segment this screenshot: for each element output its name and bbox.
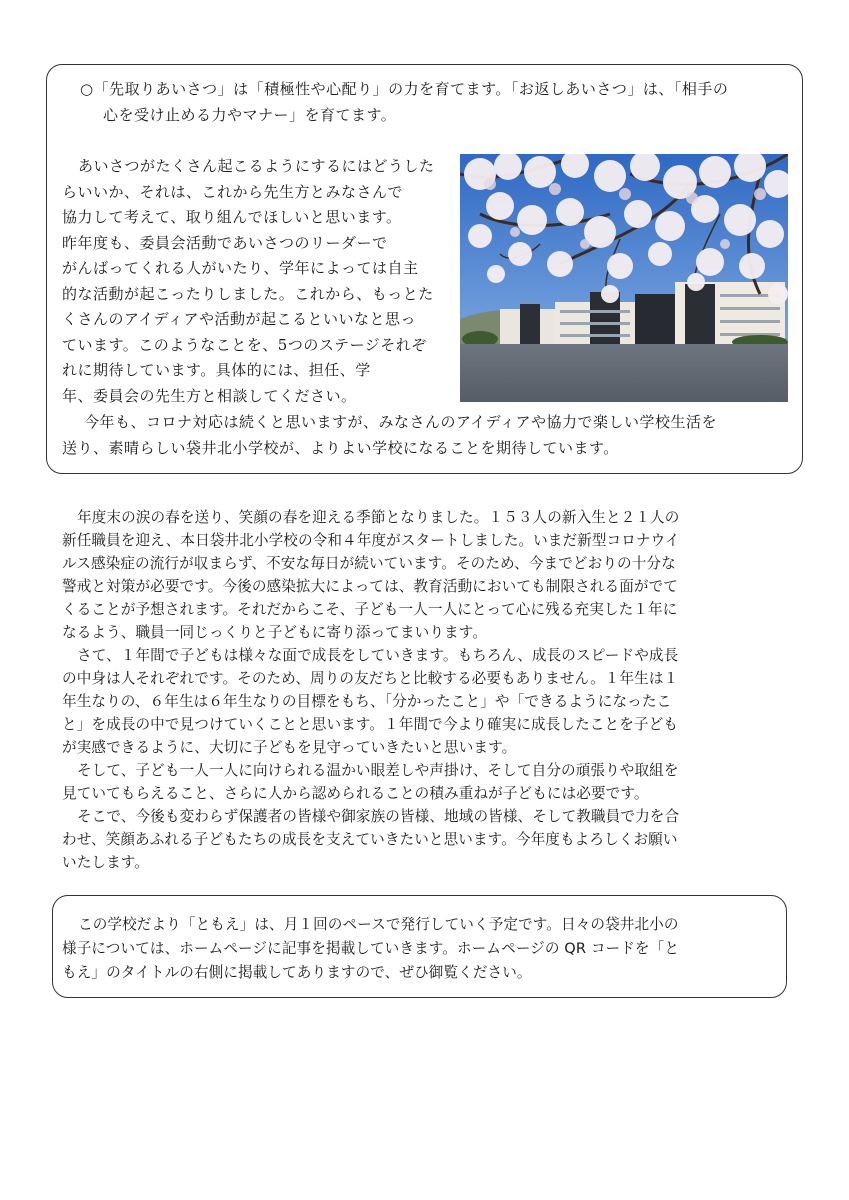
main-paragraph-line: 見ていてもらえること、さらに人から認められることの積み重ねが子どもには必要です。 (62, 785, 649, 802)
main-paragraph-line: 年度末の涙の春を送り、笑顔の春を迎える季節となりました。１５３人の新入生と２１人の (77, 509, 680, 526)
box1-body-line: ています。このようなことを、5つのステージそれぞ (62, 336, 427, 354)
main-paragraph-line: わせ、笑顔あふれる子どもたちの成長を支えていきたいと思います。今年度もよろしくお願い (62, 831, 678, 848)
main-paragraph-line: 新任職員を迎え、本日袋井北小学校の令和４年度がスタートしました。いまだ新型コロナウイ (62, 532, 680, 549)
main-paragraph-line: くることが予想されます。それだからこそ、子ども一人一人にとって心に残る充実した１年に (62, 601, 678, 618)
main-paragraph-line: そして、子ども一人一人に向けられる温かい眼差しや声掛け、そして自分の頑張りや取組を (77, 762, 679, 779)
box1-body-line: 年、委員会の先生方と相談してください。 (62, 387, 357, 405)
box1-body-line: らいいか、それは、これから先生方とみなさんで (62, 183, 404, 201)
box1-body-line: 協力して考えて、取り組んでほしいと思います。 (62, 208, 402, 226)
main-paragraph-line: いたします。 (62, 854, 149, 871)
main-paragraph-line: が実感できるように、大切に子どもを見守っていきたいと思います。 (62, 739, 517, 756)
main-paragraph-line: ルス感染症の流行が収まらず、不安な毎日が続いています。そのため、今までどおりの十分な (62, 555, 676, 572)
box1-body-line: あいさつがたくさん起こるようにするにはどうした (78, 157, 435, 175)
box1-body-line: 昨年度も、委員会活動であいさつのリーダーで (62, 234, 388, 252)
main-paragraph-line: さて、１年間で子どもは様々な面で成長をしていきます。もちろん、成長のスピードや成長 (77, 647, 679, 664)
school-cherry-blossom-photo (460, 154, 788, 402)
main-paragraph-line: 警戒と対策が必要です。今後の感染拡大によっては、教育活動においても制限される面がでて (62, 578, 678, 595)
box1-body-line: れに期待しています。具体的には、担任、学 (62, 361, 371, 379)
box1-body-line: 的な活動が起こったりしました。これから、もっとた (62, 285, 434, 303)
box1-closing-line: 今年も、コロナ対応は続くと思いますが、みなさんのアイディアや協力で楽しい学校生活を (84, 413, 717, 431)
main-paragraph-line: 年生なりの、６年生は６年生なりの目標をもち、「分かったこと」や「できるようになったこ (62, 693, 672, 710)
note-line: もえ」のタイトルの右側に掲載してありますので、ぜひ御覧ください。 (62, 964, 532, 981)
main-paragraph-line: の中身は人それぞれです。そのため、周りの友だちと比較する必要もありません。１年生は１ (62, 670, 679, 687)
box1-closing-line: 送り、素晴らしい袋井北小学校が、よりよい学校になることを期待しています。 (62, 439, 619, 457)
intro-line-1: ○「先取りあいさつ」は「積極性や心配り」の力を育てます。「お返しあいさつ」は、「相手の (80, 80, 729, 98)
main-paragraph-line: と」を成長の中で見つけていくことと思います。１年間で今より確実に成長したことを子ども (62, 716, 678, 733)
box1-body-line: がんばってくれる人がいたり、学年によっては自主 (62, 259, 419, 277)
note-line: この学校だより「ともえ」は、月１回のペースで発行していく予定です。日々の袋井北小の (78, 916, 679, 933)
main-paragraph-line: そこで、今後も変わらず保護者の皆様や御家族の皆様、地域の皆様、そして教職員で力を合 (77, 808, 680, 825)
main-paragraph-line: なるよう、職員一同じっくりと子どもに寄り添ってまいります。 (62, 624, 487, 641)
intro-line-2: 心を受け止める力やマナー」を育てます。 (103, 106, 397, 124)
note-line: 様子については、ホームページに記事を掲載していきます。ホームページの QR コードを「と (62, 940, 680, 957)
box1-body-line: くさんのアイディアや活動が起こるといいなと思っ (62, 310, 416, 328)
